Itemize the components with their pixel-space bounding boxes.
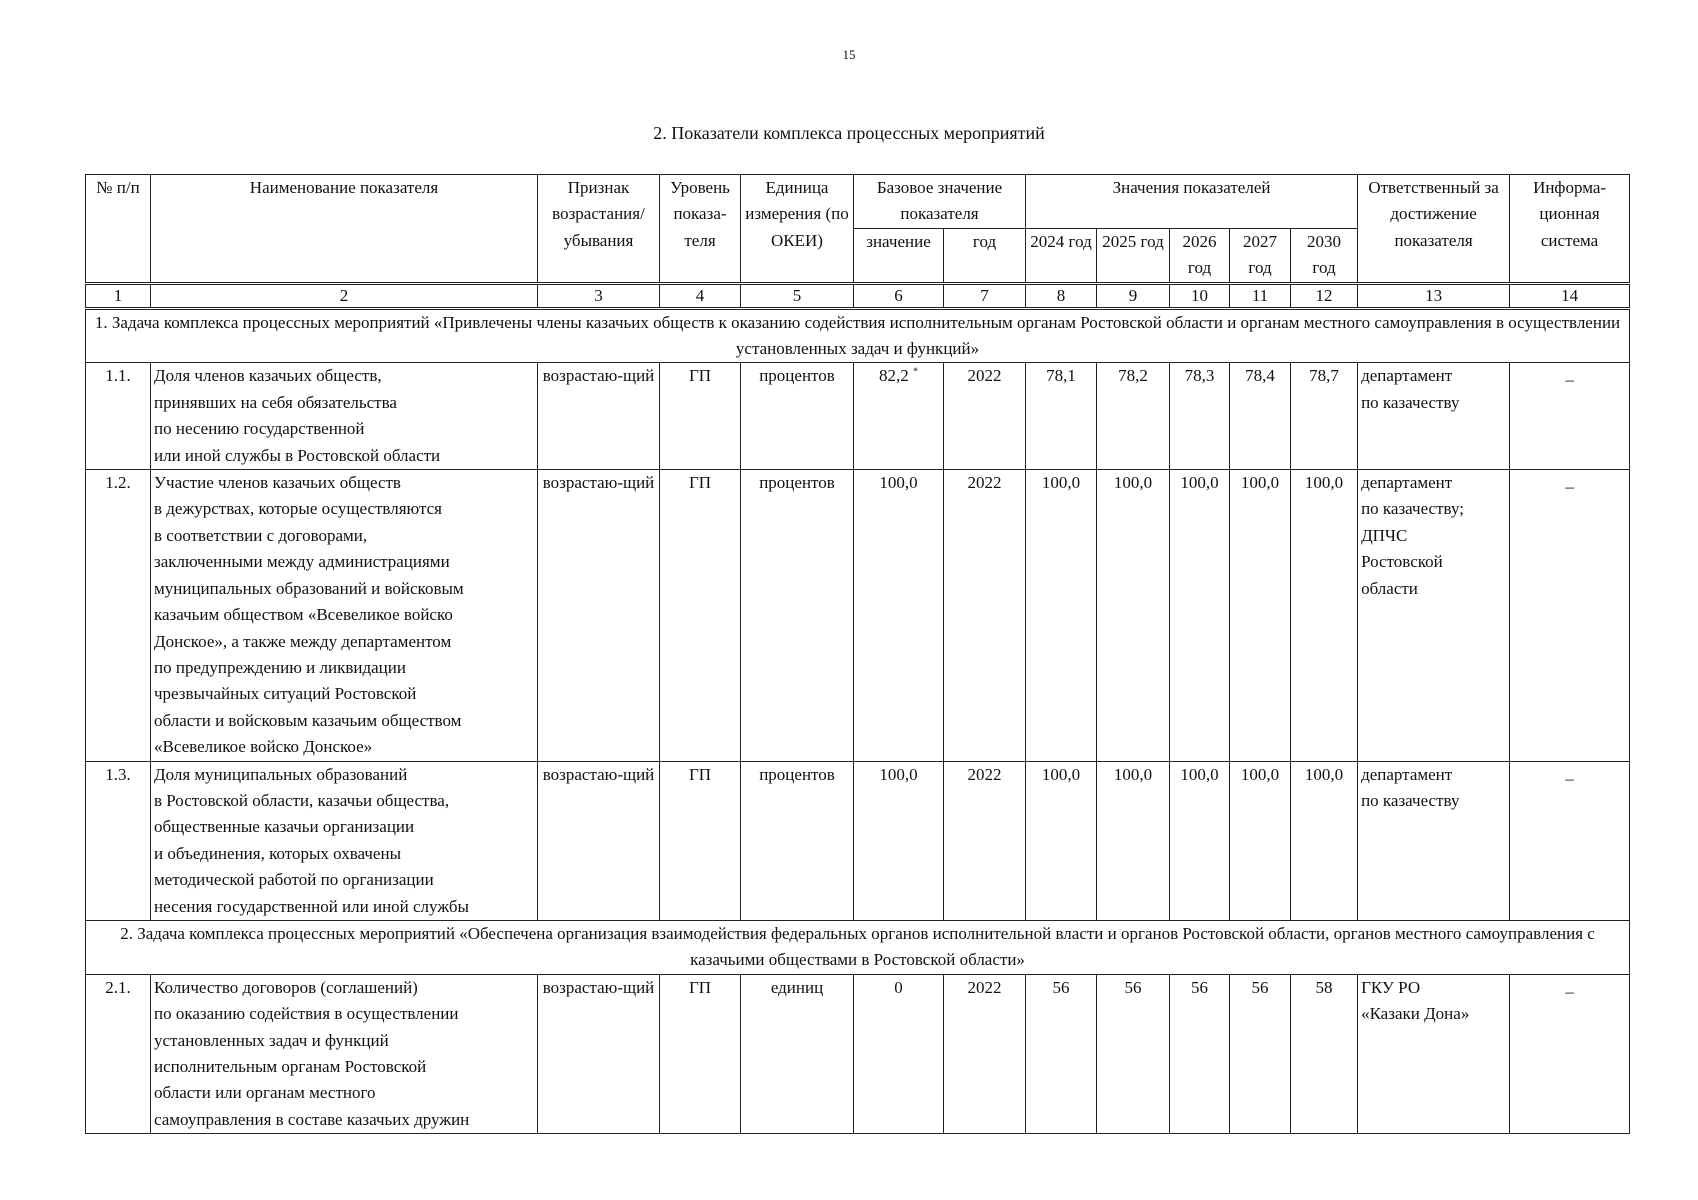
table-row — [86, 974, 1630, 1133]
base-value-text: 82,2 — [879, 366, 909, 386]
system-dash: – — [1565, 370, 1574, 390]
header-system: Информа-ционная система — [1510, 175, 1630, 284]
header-values: Значения показателей — [1026, 175, 1358, 229]
system-dash: – — [1565, 768, 1574, 788]
indicator-level: ГП — [660, 761, 741, 920]
header-base: Базовое значение показателя — [854, 175, 1026, 229]
column-number: 4 — [660, 283, 741, 308]
value-2025: 78,2 — [1097, 363, 1170, 470]
value-2025: 100,0 — [1097, 761, 1170, 920]
value-2030: 100,0 — [1291, 761, 1358, 920]
indicator-level: ГП — [660, 974, 741, 1133]
responsible-body: департамент по казачеству — [1358, 761, 1510, 920]
indicators-table — [85, 174, 1630, 1134]
responsible-body: ГКУ РО «Казаки Дона» — [1358, 974, 1510, 1133]
information-system — [1510, 363, 1630, 470]
value-2025: 56 — [1097, 974, 1170, 1133]
column-number: 8 — [1026, 283, 1097, 308]
table-body — [86, 283, 1630, 1134]
header-year-2024: 2024 год — [1026, 228, 1097, 283]
base-year: 2022 — [944, 363, 1026, 470]
value-2027: 100,0 — [1230, 470, 1291, 761]
value-2027: 100,0 — [1230, 761, 1291, 920]
document-title: 2. Показатели комплекса процессных мероприятий — [653, 123, 1045, 143]
base-value-text: 100,0 — [879, 473, 918, 493]
unit-of-measure: процентов — [741, 761, 854, 920]
trend-sign: возрастаю-щий — [538, 363, 660, 470]
unit-of-measure: процентов — [741, 363, 854, 470]
column-number: 13 — [1358, 283, 1510, 308]
value-2026: 56 — [1170, 974, 1230, 1133]
table-row — [86, 363, 1630, 470]
information-system — [1510, 974, 1630, 1133]
value-2025: 100,0 — [1097, 470, 1170, 761]
system-dash: – — [1565, 477, 1574, 497]
value-2024: 78,1 — [1026, 363, 1097, 470]
value-2026: 78,3 — [1170, 363, 1230, 470]
row-number: 1.3. — [86, 761, 151, 920]
indicator-name: Доля муниципальных образований в Ростовской области, казачьи общества, общественные казачьи организации и объединения, которых охвачены методической работой по организации несения государственной или иной службы — [151, 761, 538, 920]
base-value-text: 0 — [894, 977, 903, 997]
row-number: 1.1. — [86, 363, 151, 470]
table-row — [86, 761, 1630, 920]
base-value — [854, 761, 944, 920]
value-2030: 100,0 — [1291, 470, 1358, 761]
column-number: 11 — [1230, 283, 1291, 308]
base-value — [854, 470, 944, 761]
header-year-2027: 2027 год — [1230, 228, 1291, 283]
value-2027: 78,4 — [1230, 363, 1291, 470]
value-2024: 100,0 — [1026, 761, 1097, 920]
header-year-2025: 2025 год — [1097, 228, 1170, 283]
column-number: 14 — [1510, 283, 1630, 308]
information-system — [1510, 761, 1630, 920]
unit-of-measure: единиц — [741, 974, 854, 1133]
indicator-level: ГП — [660, 363, 741, 470]
column-number: 5 — [741, 283, 854, 308]
base-value-text: 100,0 — [879, 764, 918, 784]
header-sign: Признак возрастания/ убывания — [538, 175, 660, 284]
task-title: 2. Задача комплекса процессных мероприятий «Обеспечена организация взаимодействия федеральных органов исполнительной власти и органов Ростовской области, органов местного самоуправления с казачьими обществами в Ростовской области» — [86, 920, 1630, 974]
row-number: 1.2. — [86, 470, 151, 761]
header-responsible: Ответственный за достижение показателя — [1358, 175, 1510, 284]
value-2027: 56 — [1230, 974, 1291, 1133]
column-number: 10 — [1170, 283, 1230, 308]
trend-sign: возрастаю-щий — [538, 761, 660, 920]
header-base-value: значение — [854, 228, 944, 283]
page-number: 15 — [842, 47, 856, 62]
task-row — [86, 308, 1630, 363]
task-title: 1. Задача комплекса процессных мероприятий «Привлечены члены казачьих обществ к оказанию содействия исполнительным органам Ростовской области и органам местного самоуправления в осуществлении установленных задач и функций» — [86, 308, 1630, 363]
column-number: 9 — [1097, 283, 1170, 308]
base-year: 2022 — [944, 761, 1026, 920]
value-2030: 78,7 — [1291, 363, 1358, 470]
indicator-name: Доля членов казачьих обществ, принявших на себя обязательства по несению государственной или иной службы в Ростовской области — [151, 363, 538, 470]
value-2030: 58 — [1291, 974, 1358, 1133]
column-number: 2 — [151, 283, 538, 308]
column-number-row — [86, 283, 1630, 308]
column-number: 3 — [538, 283, 660, 308]
column-number: 7 — [944, 283, 1026, 308]
header-year-2030: 2030 год — [1291, 228, 1358, 283]
base-value — [854, 974, 944, 1133]
task-row — [86, 920, 1630, 974]
table-row — [86, 470, 1630, 761]
responsible-body: департамент по казачеству; ДПЧС Ростовской области — [1358, 470, 1510, 761]
header-num: № п/п — [86, 175, 151, 284]
system-dash: – — [1565, 981, 1574, 1001]
value-2024: 100,0 — [1026, 470, 1097, 761]
column-number: 6 — [854, 283, 944, 308]
base-year: 2022 — [944, 470, 1026, 761]
responsible-body: департамент по казачеству — [1358, 363, 1510, 470]
indicator-level: ГП — [660, 470, 741, 761]
information-system — [1510, 470, 1630, 761]
column-number: 12 — [1291, 283, 1358, 308]
row-number: 2.1. — [86, 974, 151, 1133]
value-2024: 56 — [1026, 974, 1097, 1133]
table-header — [86, 175, 1630, 284]
header-base-year: год — [944, 228, 1026, 283]
base-year: 2022 — [944, 974, 1026, 1133]
column-number: 1 — [86, 283, 151, 308]
trend-sign: возрастаю-щий — [538, 974, 660, 1133]
header-unit: Единица измерения (по ОКЕИ) — [741, 175, 854, 284]
footnote-mark: * — [913, 366, 918, 378]
base-value — [854, 363, 944, 470]
header-year-2026: 2026 год — [1170, 228, 1230, 283]
trend-sign: возрастаю-щий — [538, 470, 660, 761]
header-name: Наименование показателя — [151, 175, 538, 284]
value-2026: 100,0 — [1170, 761, 1230, 920]
value-2026: 100,0 — [1170, 470, 1230, 761]
indicator-name: Количество договоров (соглашений) по оказанию содействия в осуществлении установленных задач и функций исполнительным органам Ростовской области или органам местного самоуправления в составе казачьих дружин — [151, 974, 538, 1133]
indicator-name: Участие членов казачьих обществ в дежурствах, которые осуществляются в соответствии с договорами, заключенными между администрациями муниципальных образований и войсковым казачьим обществом «Всевеликое войско Донское», а также между департаментом по предупреждению и ликвидации чрезвычайных ситуаций Ростовской области и войсковым казачьим обществом «Всевеликое войско Донское» — [151, 470, 538, 761]
unit-of-measure: процентов — [741, 470, 854, 761]
header-level: Уровень показа-теля — [660, 175, 741, 284]
